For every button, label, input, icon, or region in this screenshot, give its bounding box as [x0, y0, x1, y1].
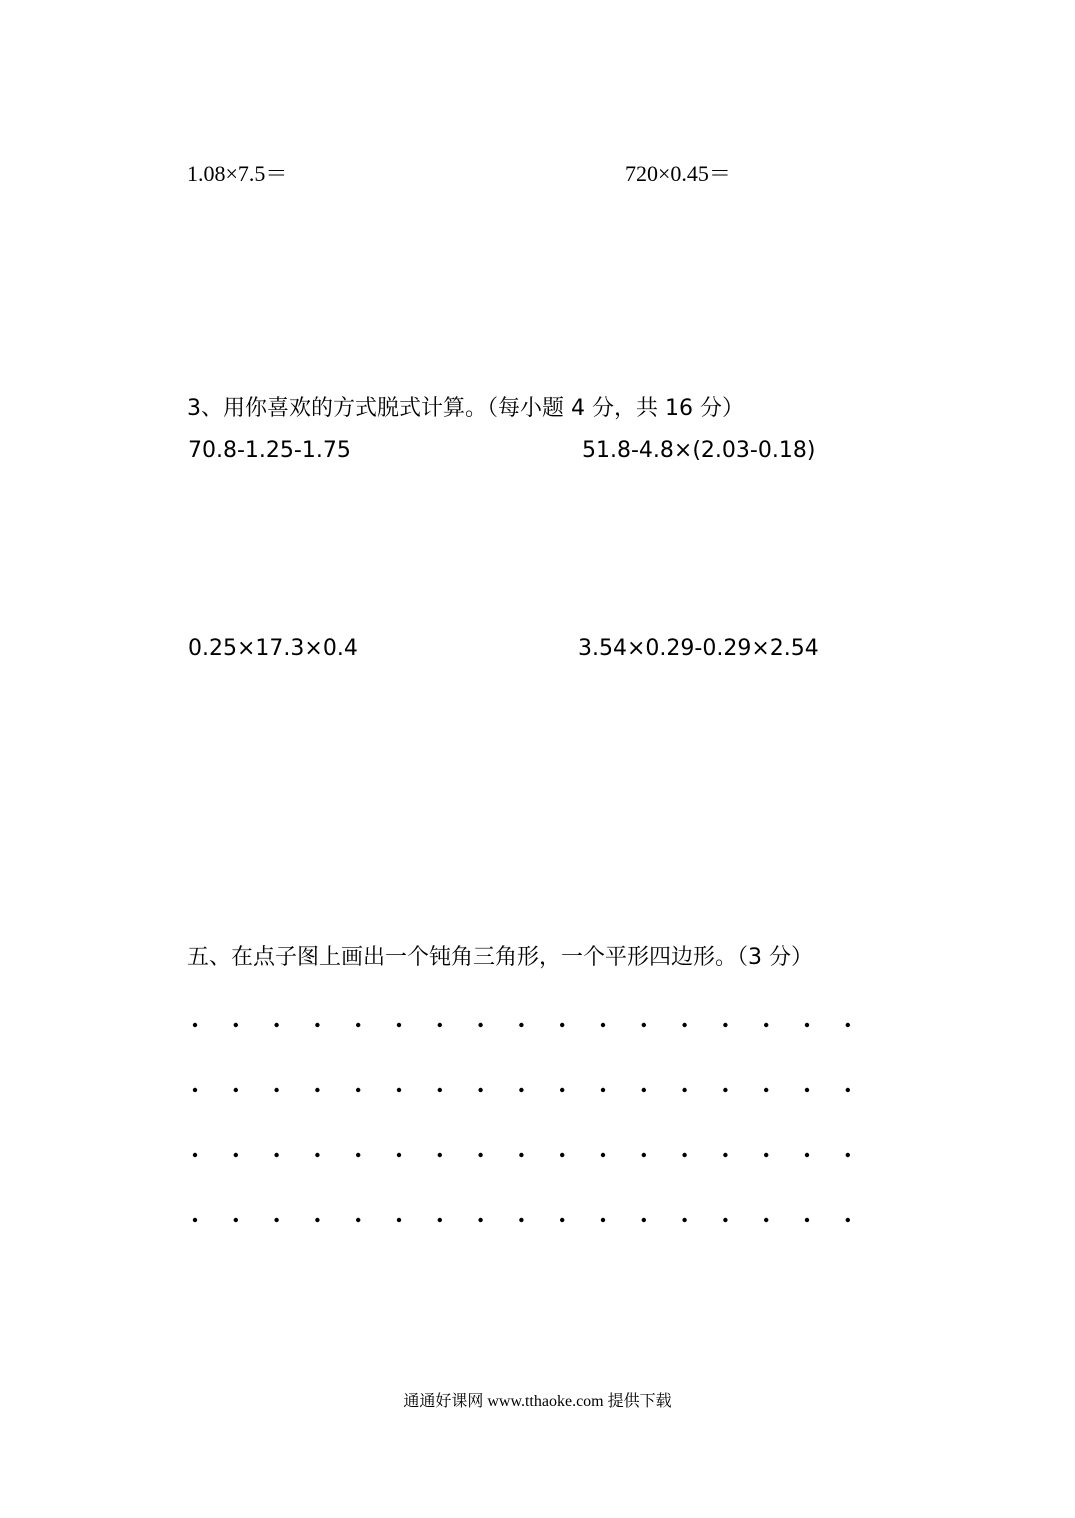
grid-dot: [478, 1023, 482, 1027]
grid-dot: [315, 1023, 319, 1027]
grid-dot: [601, 1153, 605, 1157]
step-calc-4: 3.54×0.29-0.29×2.54: [578, 636, 819, 661]
grid-dot: [356, 1218, 360, 1222]
calc-item-2: 720×0.45＝: [625, 161, 731, 186]
grid-dot: [193, 1023, 197, 1027]
grid-dot: [764, 1023, 768, 1027]
grid-dot: [193, 1153, 197, 1157]
grid-dot: [438, 1153, 442, 1157]
grid-dot: [601, 1218, 605, 1222]
grid-dot: [560, 1023, 564, 1027]
grid-dot: [642, 1153, 646, 1157]
grid-dot: [397, 1023, 401, 1027]
grid-dot: [315, 1088, 319, 1092]
grid-dot: [723, 1088, 727, 1092]
grid-dot: [723, 1218, 727, 1222]
grid-dot: [805, 1153, 809, 1157]
grid-dot: [234, 1023, 238, 1027]
grid-dot: [642, 1088, 646, 1092]
grid-dot: [519, 1023, 523, 1027]
grid-dot: [438, 1088, 442, 1092]
grid-dot: [274, 1088, 278, 1092]
grid-dot: [682, 1088, 686, 1092]
grid-dot: [560, 1088, 564, 1092]
grid-dot: [805, 1088, 809, 1092]
grid-dot: [315, 1153, 319, 1157]
dot-paper-grid: [175, 1008, 875, 1238]
grid-dot: [438, 1218, 442, 1222]
grid-dot: [805, 1023, 809, 1027]
grid-dot: [642, 1218, 646, 1222]
section-3-heading: 3、用你喜欢的方式脱式计算。（每小题 4 分，共 16 分）: [187, 396, 744, 421]
grid-dot: [682, 1218, 686, 1222]
grid-dot: [315, 1218, 319, 1222]
grid-dot: [723, 1023, 727, 1027]
section-5-heading: 五、在点子图上画出一个钝角三角形，一个平形四边形。（3 分）: [187, 945, 813, 970]
grid-dot: [397, 1088, 401, 1092]
grid-dot: [764, 1088, 768, 1092]
grid-dot: [478, 1153, 482, 1157]
grid-dot: [356, 1088, 360, 1092]
grid-dot: [274, 1218, 278, 1222]
step-calc-3: 0.25×17.3×0.4: [188, 636, 358, 661]
grid-dot: [846, 1218, 850, 1222]
grid-dot: [682, 1153, 686, 1157]
grid-dot: [519, 1153, 523, 1157]
grid-dot: [560, 1153, 564, 1157]
grid-dot: [642, 1023, 646, 1027]
grid-dot: [274, 1153, 278, 1157]
grid-dot: [274, 1023, 278, 1027]
grid-dot: [805, 1218, 809, 1222]
grid-dot: [397, 1153, 401, 1157]
grid-dot: [234, 1153, 238, 1157]
grid-dot: [560, 1218, 564, 1222]
calc-item-1: 1.08×7.5＝: [187, 161, 288, 186]
grid-dot: [234, 1218, 238, 1222]
grid-dot: [478, 1088, 482, 1092]
grid-dot: [438, 1023, 442, 1027]
grid-dot: [519, 1218, 523, 1222]
grid-dot: [601, 1088, 605, 1092]
grid-dot: [397, 1218, 401, 1222]
grid-dot: [682, 1023, 686, 1027]
grid-dot: [356, 1153, 360, 1157]
step-calc-1: 70.8-1.25-1.75: [188, 438, 351, 463]
grid-dot: [519, 1088, 523, 1092]
grid-dot: [764, 1218, 768, 1222]
grid-dot: [234, 1088, 238, 1092]
grid-dot: [193, 1088, 197, 1092]
step-calc-2: 51.8-4.8×(2.03-0.18): [582, 438, 816, 463]
page-footer: 通通好课网 www.tthaoke.com 提供下载: [403, 1393, 672, 1410]
grid-dot: [723, 1153, 727, 1157]
grid-dot: [356, 1023, 360, 1027]
grid-dot: [846, 1023, 850, 1027]
grid-dot: [764, 1153, 768, 1157]
grid-dot: [601, 1023, 605, 1027]
grid-dot: [846, 1153, 850, 1157]
grid-dot: [846, 1088, 850, 1092]
grid-dot: [193, 1218, 197, 1222]
grid-dot: [478, 1218, 482, 1222]
